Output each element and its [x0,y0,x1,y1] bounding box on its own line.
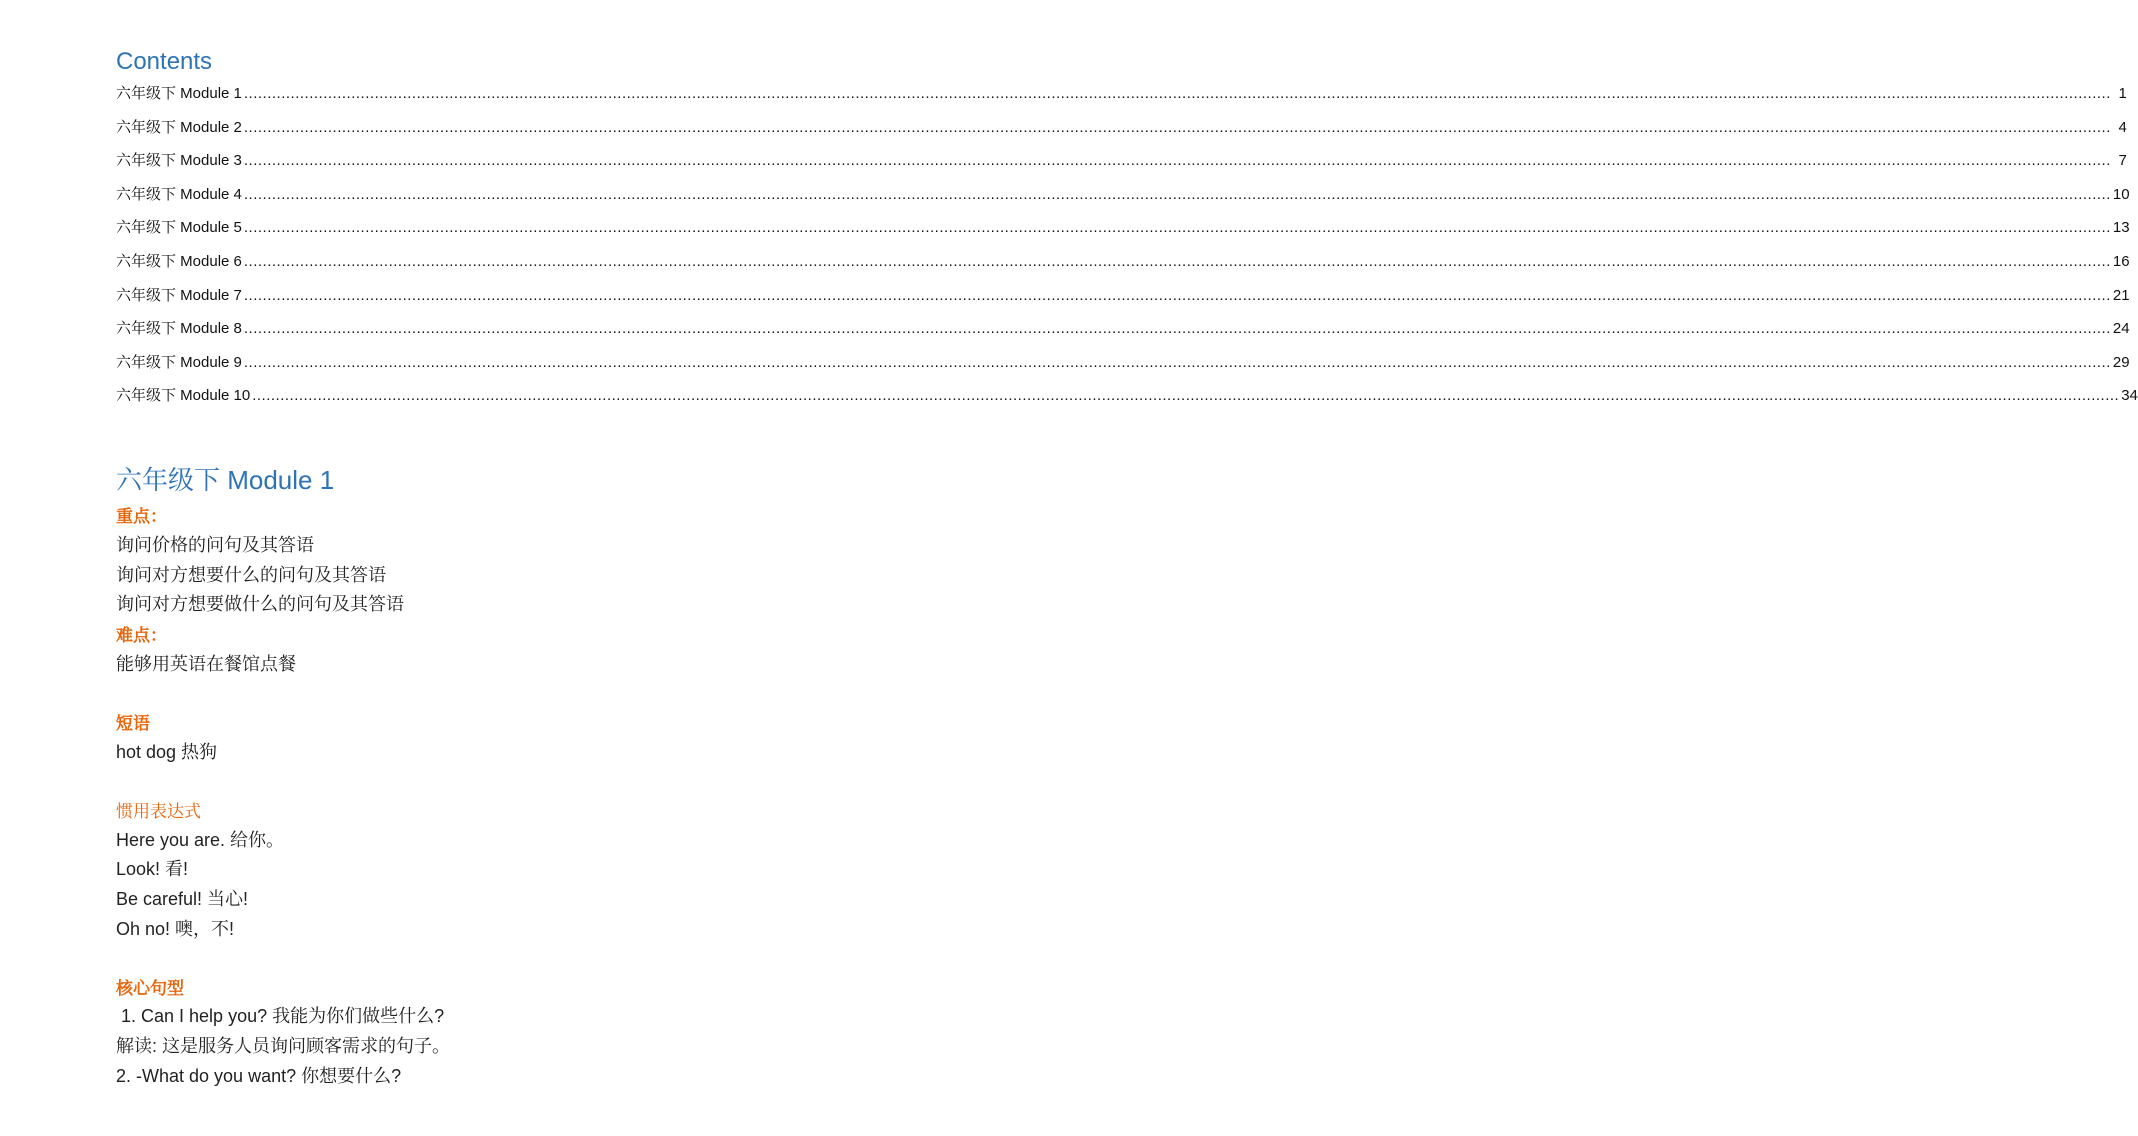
core-sentences-heading: 核心句型 [116,979,184,998]
toc-leader-dots: ................................................................................................................................................................................................................................................................................................................................................................................................................ [243,252,2111,270]
toc-leader-dots: ................................................................................................................................................................................................................................................................................................................................................................................................................ [243,320,2111,338]
explanation-text: 解读: 这是服务人员询问顾客需求的句子。 [116,1036,451,1056]
toc-entry-page: 4 [2118,118,2127,136]
difficulty-heading: 难点： [116,626,167,645]
toc-leader-dots: ................................................................................................................................................................................................................................................................................................................................................................................................................ [243,152,2111,170]
toc-leader-dots: ................................................................................................................................................................................................................................................................................................................................................................................................................ [252,387,2120,405]
toc-entry-page: 1 [2118,85,2127,102]
table-of-contents [116,80,2138,416]
toc-entry[interactable] [116,80,2127,114]
toc-entry-page: 10 [2112,185,2130,203]
expression-item: Be careful! 当心! [116,889,249,909]
toc-leader-dots: ................................................................................................................................................................................................................................................................................................................................................................................................................ [243,353,2111,371]
toc-entry[interactable] [116,181,2130,215]
toc-entry[interactable] [116,382,2138,416]
toc-entry-label: 六年级下 Module 6 [116,252,242,270]
toc-entry-label: 六年级下 Module 9 [116,353,242,371]
toc-entry-label: 六年级下 Module 3 [116,152,242,170]
toc-entry-page: 21 [2112,286,2130,304]
toc-entry[interactable] [116,282,2130,316]
toc-entry-page: 34 [2121,387,2138,405]
toc-leader-dots: ................................................................................................................................................................................................................................................................................................................................................................................................................ [243,219,2111,237]
toc-entry-page: 24 [2112,320,2130,338]
toc-entry-label: 六年级下 Module 7 [116,286,242,304]
phrases-heading: 短语 [116,714,150,733]
expressions-heading: 惯用表达式 [116,802,201,821]
toc-entry-page: 13 [2112,219,2130,237]
module-title: 六年级下 Module 1 [116,465,335,495]
toc-entry-page: 16 [2112,252,2130,270]
toc-leader-dots: ................................................................................................................................................................................................................................................................................................................................................................................................................ [243,286,2111,304]
difficulty-text: 能够用英语在餐馆点餐 [116,654,296,674]
toc-leader-dots: ................................................................................................................................................................................................................................................................................................................................................................................................................ [243,85,2111,102]
toc-entry-label: 六年级下 Module 8 [116,320,242,338]
toc-entry-page: 29 [2112,353,2130,371]
expression-item: Look! 看! [116,859,189,879]
toc-entry[interactable] [116,315,2130,349]
toc-entry[interactable] [116,248,2130,282]
toc-entry-label: 六年级下 Module 4 [116,185,242,203]
toc-entry-label: 六年级下 Module 10 [116,387,251,405]
key-point-item: 询问对方想要什么的问句及其答语 [116,565,386,585]
expression-item: Oh no! 噢，不! [116,919,235,939]
toc-entry-label: 六年级下 Module 2 [116,118,242,136]
toc-entry-page: 7 [2118,152,2127,170]
toc-entry[interactable] [116,114,2127,148]
toc-entry-label: 六年级下 Module 1 [116,85,242,102]
expression-item: Here you are. 给你。 [116,830,285,850]
toc-leader-dots: ................................................................................................................................................................................................................................................................................................................................................................................................................ [243,118,2111,136]
core-sentence-item: 2. -What do you want? 你想要什么? [116,1066,402,1086]
contents-heading: Contents [116,48,213,75]
toc-leader-dots: ................................................................................................................................................................................................................................................................................................................................................................................................................ [243,185,2111,203]
toc-entry[interactable] [116,349,2130,383]
toc-entry[interactable] [116,214,2130,248]
toc-entry[interactable] [116,147,2127,181]
toc-entry-label: 六年级下 Module 5 [116,219,242,237]
key-points-heading: 重点： [116,507,167,526]
core-sentence-item: 1. Can I help you? 我能为你们做些什么? [116,1006,445,1026]
key-point-item: 询问对方想要做什么的问句及其答语 [116,594,404,614]
key-point-item: 询问价格的问句及其答语 [116,535,314,555]
phrase-item: hot dog 热狗 [116,742,218,762]
